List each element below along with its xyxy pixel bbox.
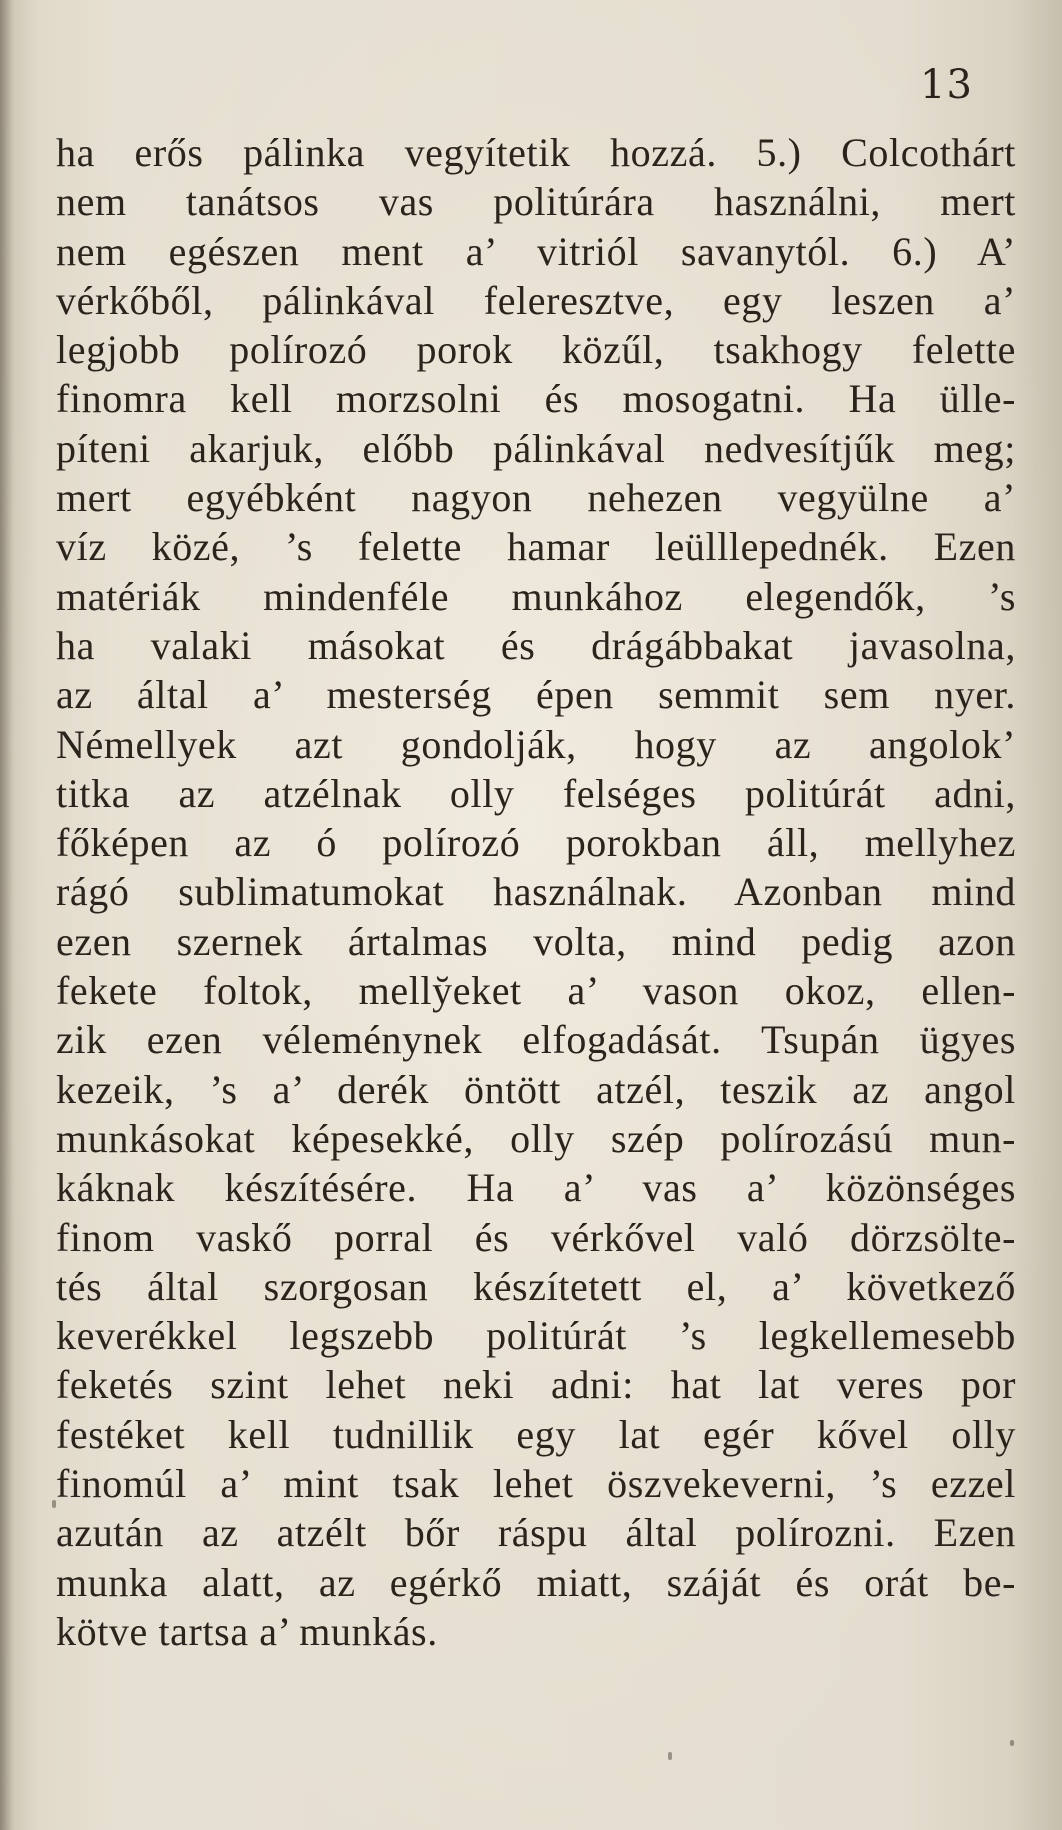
spine-shadow — [0, 0, 14, 1830]
text-line: főképen az ó polírozó porokban áll, mellyhez — [56, 820, 1016, 866]
text-line: káknak készítésére. Ha a’ vas a’ közönséges — [56, 1165, 1016, 1211]
body-text — [56, 128, 1016, 1656]
text-line: mert egyébként nagyon nehezen vegyülne a’ — [56, 475, 1016, 521]
text-line: víz közé, ’s felette hamar leülllepednék. Ezen — [56, 524, 1016, 570]
ink-speck — [668, 1752, 672, 1760]
text-line: píteni akarjuk, előbb pálinkával nedvesítjűk meg; — [56, 425, 1016, 471]
text-line: finom vaskő porral és vérkővel való dörzsölte- — [56, 1214, 1016, 1260]
ink-speck — [52, 1500, 56, 1508]
text-line: kezeik, ’s a’ derék öntött atzél, teszik az angol — [56, 1066, 1016, 1112]
text-line: munka alatt, az egérkő miatt, száját és orát be- — [56, 1559, 1016, 1605]
page-number: 13 — [920, 62, 973, 108]
text-line: matériák mindenféle munkához elegendők, ’s — [56, 573, 1016, 619]
ink-speck — [1010, 1740, 1014, 1746]
text-line: zik ezen véleménynek elfogadását. Tsupán ügyes — [56, 1017, 1016, 1063]
text-line: kötve tartsa a’ munkás. — [56, 1608, 438, 1654]
text-line: munkásokat képesekké, olly szép polírozású mun- — [56, 1115, 1016, 1161]
text-line: finomra kell morzsolni és mosogatni. Ha ülle- — [56, 376, 1016, 422]
text-line: ezen szernek ártalmas volta, mind pedig azon — [56, 918, 1016, 964]
text-line: fekete foltok, melly̆eket a’ vason okoz, ellen- — [56, 968, 1016, 1014]
text-line: azután az atzélt bőr ráspu által polírozni. Ezen — [56, 1510, 1016, 1556]
text-line: keverékkel legszebb politúrát ’s legkellemesebb — [56, 1313, 1016, 1359]
text-line: vérkőből, pálinkával feleresztve, egy leszen a’ — [56, 277, 1016, 323]
text-line: tés által szorgosan készítetett el, a’ következő — [56, 1263, 1016, 1309]
text-line: ha valaki másokat és drágábbakat javasolna, — [56, 622, 1016, 668]
text-line: finomúl a’ mint tsak lehet öszvekeverni, ’s ezzel — [56, 1461, 1016, 1507]
text-line: rágó sublimatumokat használnak. Azonban mind — [56, 869, 1016, 915]
text-line: nem egészen ment a’ vitriól savanytól. 6.) A’ — [56, 228, 1016, 274]
text-line: nem tanátsos vas politúrára használni, mert — [56, 179, 1016, 225]
text-line: feketés szint lehet neki adni: hat lat veres por — [56, 1362, 1016, 1408]
text-line: az által a’ mesterség épen semmit sem nyer. — [56, 672, 1016, 718]
text-line: titka az atzélnak olly felséges politúrát adni, — [56, 770, 1016, 816]
text-line: ha erős pálinka vegyítetik hozzá. 5.) Colcothárt — [56, 130, 1016, 175]
text-line: festéket kell tudnillik egy lat egér kővel olly — [56, 1411, 1016, 1457]
text-line: legjobb polírozó porok közűl, tsakhogy felette — [56, 327, 1016, 373]
text-line: Némellyek azt gondolják, hogy az angolok’ — [56, 721, 1016, 767]
